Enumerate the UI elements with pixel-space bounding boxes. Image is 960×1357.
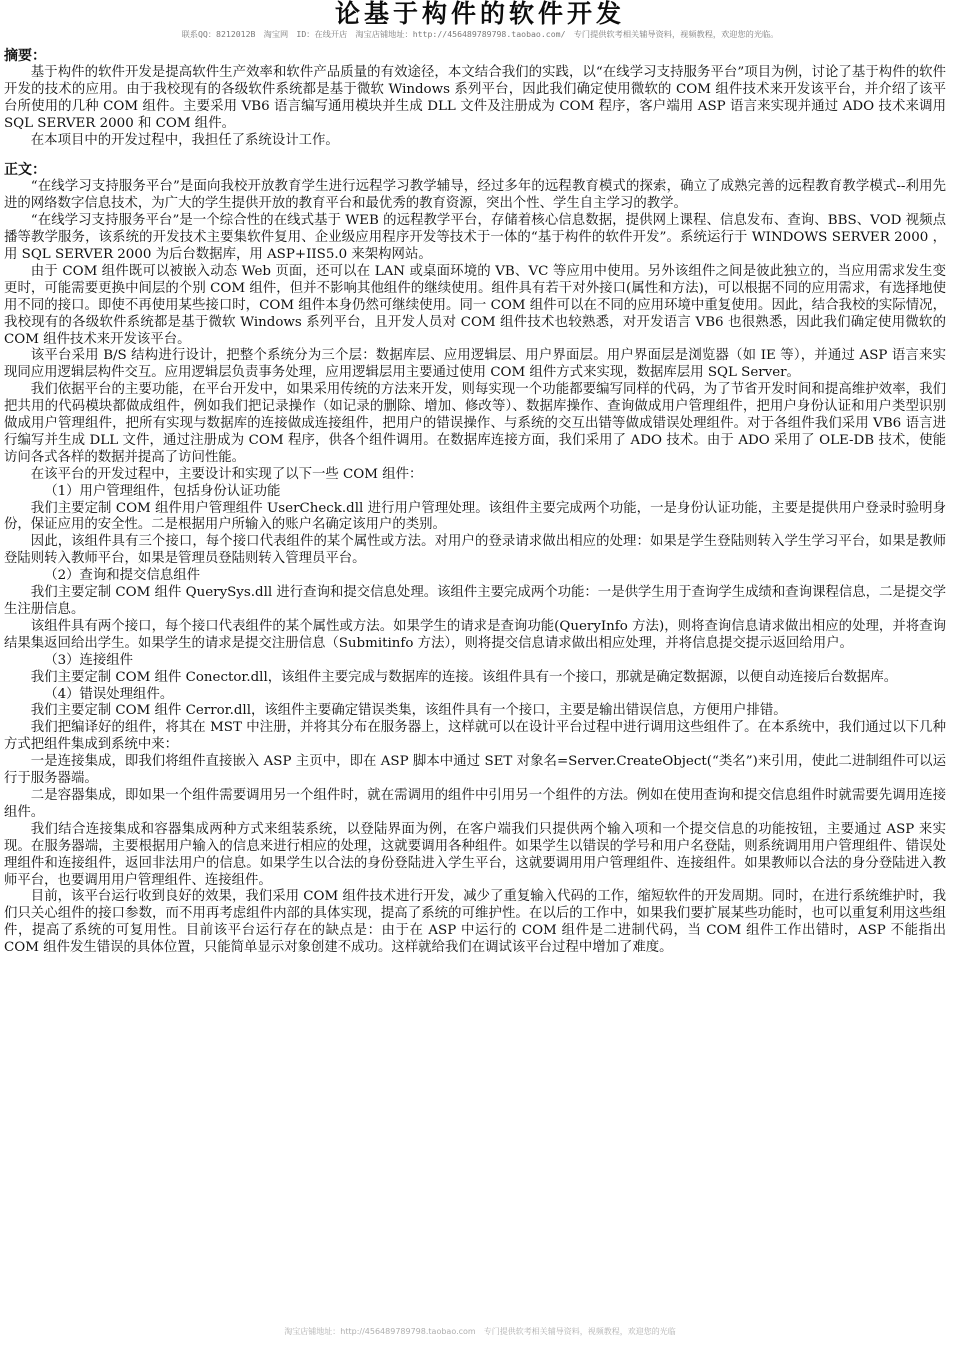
body-paragraph: 在该平台的开发过程中，主要设计和实现了以下一些 COM 组件： (30, 466, 423, 482)
footer-watermark: 淘宝店铺地址：http://456489789798.taobao.com 专门提供软考相关辅导资料，视频教程，欢迎您的光临 (284, 1327, 676, 1336)
component-paragraph: 我们主要定制 COM 组件用户管理组件 UserCheck.dll 进行用户管理处理。该组件主要完成两个功能，一是身份认证功能，主要是提供用户登录时验明身份，保证应用的安全性。二是根据用户所输入的账户名确定该用户的类别。 (4, 500, 946, 533)
component-heading: （2）查询和提交信息组件 (44, 568, 201, 584)
body-paragraph: 由于 COM 组件既可以被嵌入动态 Web 页面，还可以在 LAN 或桌面环境的 VB、VC 等应用中使用。另外该组件之间是彼此独立的，当应用需求发生变更时，可能需要更换中间层的个别 COM 组件，但并不影响其他组件的继续使用。组件具有若干对外接口(属性和方法)，可以根据不同的应用需求，有选择地使用不同的接口。即使不再使用某些接口时，COM 组件本身仍然可继续使用。同一 COM 组件可以在不同的应用环境中重复使用。因此，结合我校的实际情况，我校现有的各级软件系统都是基于微软 Windows 系列平台，且开发人员对 COM 组件技术也较熟悉，对开发语言 VB6 也很熟悉，因此我们确定使用微软的 COM 组件技术来开发该平台。 (4, 263, 946, 347)
component-paragraph: 因此，该组件具有三个接口，每个接口代表组件的某个属性或方法。对用户的登录请求做出相应的处理：如果是学生登陆则转入学生学习平台，如果是教师登陆则转入教师平台，如果是管理员登陆则转入管理员平台。 (4, 534, 946, 567)
body-paragraph: 我们把编译好的组件，将其在 MST 中注册，并将其分布在服务器上，这样就可以在设计平台过程中进行调用这些组件了。在本系统中，我们通过以下几种方式把组件集成到系统中来： (4, 720, 946, 753)
section-gap (4, 149, 946, 162)
main-heading: 正文： (4, 162, 46, 179)
component-paragraph: 我们主要定制 COM 组件 Cerror.dll，该组件主要确定错误类集，该组件具有一个接口，主要是输出错误信息，方便用户排错。 (30, 703, 787, 719)
abstract-heading: 摘要： (4, 48, 46, 64)
body-paragraph: 我们结合连接集成和容器集成两种方式来组装系统，以登陆界面为例，在客户端我们只提供两个输入项和一个提交信息的功能按钮，主要通过 ASP 来实现。在服务器端，主要根据用户输入的信息来进行相应的处理，这就要调用各种组件。如果学生以错误的学号和用户名登陆，则系统调用用户管理组件、错误处理组件和连接组件，返回非法用户的信息。如果学生以合法的身份登陆进入学生平台，这就要调用用户管理组件、连接组件。如果教师以合法的身分登陆进入教师平台，也要调用用户管理组件、连接组件。 (4, 821, 946, 888)
body-paragraph: 二是容器集成，即如果一个组件需要调用另一个组件时，就在需调用的组件中引用另一个组件的方法。例如在使用查询和提交信息组件时就需要先调用连接组件。 (4, 787, 946, 820)
component-paragraph: 我们主要定制 COM 组件 QuerySys.dll 进行查询和提交信息处理。该组件主要完成两个功能：一是供学生用于查询学生成绩和查询课程信息，二是提交学生注册信息。 (4, 585, 946, 617)
abstract-paragraph: 基于构件的软件开发是提高软件生产效率和软件产品质量的有效途径，本文结合我们的实践，以“在线学习支持服务平台”项目为例，讨论了基于构件的软件开发的技术的应用。由于我校现有的各级软件系统都是基于微软 Windows 系列平台，因此我们确定使用微软的 COM 组件技术来开发该平台，并介绍了该平台所使用的几种 COM 组件。主要采用 VB6 语言编写通用模块并生成 DLL 文件及注册成为 COM 程序，客户端用 ASP 语言来实现并通过 ADO 技术来调用 SQL SERVER 2000 和 COM 组件。 (4, 64, 946, 131)
component-paragraph: 我们主要定制 COM 组件 Conector.dll，该组件主要完成与数据库的连接。该组件具有一个接口，那就是确定数据源，以便自动连接后台数据库。 (30, 669, 898, 685)
component-heading: （4）错误处理组件。 (44, 686, 174, 702)
body-paragraph: “在线学习支持服务平台”是面向我校开放教育学生进行远程学习教学辅导，经过多年的远程教育模式的探索，确立了成熟完善的远程教育教学模式--利用先进的网络数字信息技术，为广大的学生提供开放的教育平台和最优秀的教育资源，突出个性、学生自主学习的教学。 (4, 179, 946, 212)
body-paragraph: 目前，该平台运行收到良好的效果，我们采用 COM 组件技术进行开发，减少了重复输入代码的工作，缩短软件的开发周期。同时，在进行系统维护时，我们只关心组件的接口参数，而不用再考虑组件内部的具体实现，提高了系统的可维护性。在以后的工作中，如果我们要扩展某些功能时，也可以重复利用这些组件，提高了系统的可复用性。目前该平台运行存在的缺点是：由于在 ASP 中运行的 COM 组件是二进制代码，当 COM 组件工作出错时，ASP 不能指出 COM 组件发生错误的具体位置，只能简单显示对象创建不成功。这样就给我们在调试该平台过程中增加了难度。 (4, 889, 946, 956)
body-paragraph: 我们依据平台的主要功能，在平台开发中，如果采用传统的方法来开发，则每实现一个功能都要编写同样的代码，为了节省开发时间和提高维护效率，我们把共用的代码模块都做成组件，例如我们把记录操作（如记录的删除、增加、修改等）、数据库操作、查询做成用户管理组件，把用户身份认证和用户类型识别做成用户管理组件，把所有实现与数据库的连接做成连接组件，把用户的错误操作、与系统的交互出错等做成错误处理组件。对于各组件我们采用 VB6 语言进行编写并生成 DLL 文件，通过注册成为 COM 程序，供各个组件调用。在数据库连接方面，我们采用了 ADO 技术。由于 ADO 采用了 OLE-DB 技术，使能访问各式各样的数据并提高了访问性能。 (4, 382, 946, 465)
document-body (4, 48, 946, 957)
component-heading: （3）连接组件 (44, 652, 134, 668)
component-heading: （1）用户管理组件，包括身份认证功能 (44, 483, 281, 499)
body-paragraph: 一是连接集成，即我们将组件直接嵌入 ASP 主页中，即在 ASP 脚本中通过 SET 对象名=Server.CreateObject(“类名”)来引用，使此二进制组件可以运行于服务器端。 (4, 754, 946, 787)
contact-info-bar: 联系QQ：8212012B 淘宝网 ID：在线开店 淘宝店铺地址：http://456489789798.taobao.com/ 专门提供软考相关辅导资料，视频教程，欢迎您的光临。 (181, 29, 779, 39)
body-paragraph: 该平台采用 B/S 结构进行设计，把整个系统分为三个层：数据库层、应用逻辑层、用户界面层。用户界面层是浏览器（如 IE 等），并通过 ASP 语言来实现同应用逻辑层构件交互。应用逻辑层负责事务处理，应用逻辑层用主要通过使用 COM 组件方式来实现，数据库层用 SQL Server。 (4, 348, 946, 381)
document-title: 论基于构件的软件开发 (334, 0, 625, 28)
abstract-paragraph: 在本项目中的开发过程中，我担任了系统设计工作。 (30, 132, 339, 148)
body-paragraph: “在线学习支持服务平台”是一个综合性的在线式基于 WEB 的远程教学平台，存储着核心信息数据，提供网上课程、信息发布、查询、BBS、VOD 视频点播等教学服务，该系统的开发技术主要集软件复用、企业级应用程序开发等技术于一体的“基于构件的软件开发”。系统运行于 WINDOWS SERVER 2000 ，用 SQL SERVER 2000 为后台数据库，用 ASP+IIS5.0 来架构网站。 (4, 213, 946, 262)
component-paragraph: 该组件具有两个接口，每个接口代表组件的某个属性或方法。如果学生的请求是查询功能(QueryInfo 方法)，则将查询信息请求做出相应的处理，并将查询结果集返回给出学生。如果学生的请求是提交注册信息（Submitinfo 方法），则将提交信息请求做出相应处理，并将信息提交提示返回给用户。 (4, 618, 946, 651)
